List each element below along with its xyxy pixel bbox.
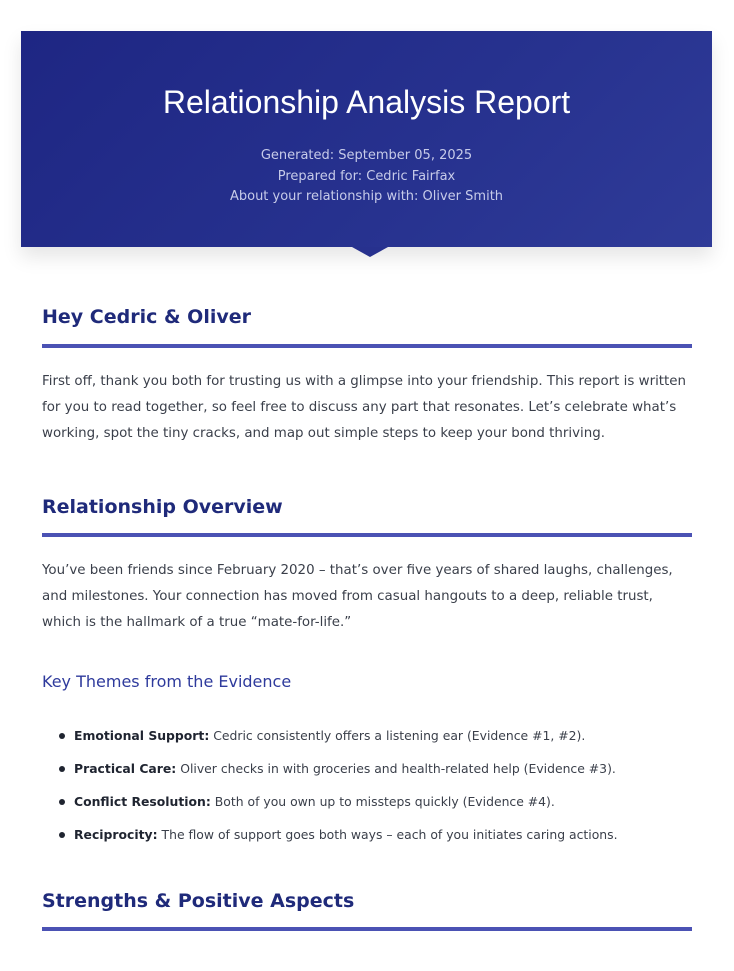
themes-heading: Key Themes from the Evidence (42, 672, 292, 691)
prepared-for: Prepared for: Cedric Fairfax (277, 168, 456, 184)
bullet-icon (59, 799, 65, 805)
theme-label: Practical Care: (74, 761, 177, 776)
list-item (42, 818, 692, 851)
theme-label: Emotional Support: (74, 728, 210, 743)
theme-text: Cedric consistently offers a listening ear (Evidence #1, #2). (209, 728, 586, 743)
report-title: Relationship Analysis Report (162, 84, 571, 120)
header-pointer (352, 247, 388, 257)
bullet-icon (59, 832, 65, 838)
greeting-body: First off, thank you both for trusting us with a glimpse into your friendship. This report is written for you to read together, so feel free to discuss any part that resonates. Let’s celebrate what’s working, spot the tiny cracks, and map out simple steps to keep your bond thriving. (42, 374, 687, 441)
report-meta (21, 146, 712, 208)
bullet-icon (59, 766, 65, 772)
list-item (42, 752, 692, 785)
theme-label: Conflict Resolution: (74, 794, 211, 809)
greeting-divider (42, 344, 692, 348)
theme-text: The flow of support goes both ways – each of you initiates caring actions. (157, 827, 618, 842)
overview-body: You’ve been friends since February 2020 – that’s over five years of shared laughs, challenges, and milestones. Your connection has moved from casual hangouts to a deep, reliable trust, which is the hallmark of a true “mate-for-life.” (42, 563, 673, 630)
strengths-divider (42, 927, 692, 931)
report-header (21, 31, 712, 247)
theme-text: Both of you own up to missteps quickly (Evidence #4). (210, 794, 555, 809)
generated-date: Generated: September 05, 2025 (260, 148, 473, 163)
overview-divider (42, 533, 692, 537)
list-item (42, 719, 692, 752)
overview-heading: Relationship Overview (42, 496, 283, 518)
theme-text: Oliver checks in with groceries and health-related help (Evidence #3). (176, 761, 616, 776)
list-item (42, 785, 692, 818)
theme-label: Reciprocity: (74, 827, 158, 842)
greeting-heading: Hey Cedric & Oliver (42, 306, 251, 328)
bullet-icon (59, 733, 65, 739)
relationship-subject: About your relationship with: Oliver Smith (229, 189, 504, 204)
themes-list (42, 719, 692, 851)
strengths-heading: Strengths & Positive Aspects (42, 890, 355, 912)
